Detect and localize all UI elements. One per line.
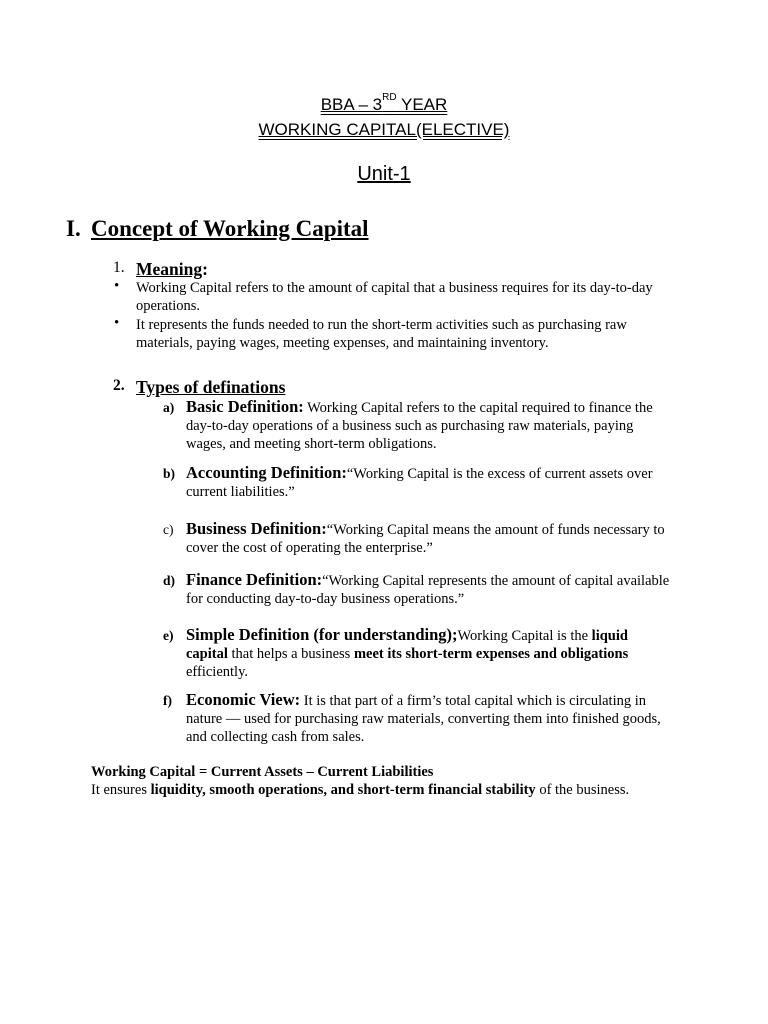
section-numeral: I. <box>66 216 81 241</box>
definition-label: e) <box>163 628 174 643</box>
definition-item: Accounting Definition:“Working Capital is the excess of current assets over current liabilities.” <box>186 463 653 500</box>
section-title: Concept of Working Capital <box>91 216 369 241</box>
meaning-bullet: It represents the funds needed to run the short-term activities such as purchasing raw materials, paying wages, meeting expenses, and maintaining inventory. <box>136 317 627 351</box>
definition-item: Economic View: It is that part of a firm’s total capital which is circulating in nature — used for purchasing raw materials, converting them into finished goods, and collecting cash from sales. <box>186 690 661 745</box>
definition-label: d) <box>163 573 176 588</box>
definition-label: c) <box>163 522 174 537</box>
definition-item: Finance Definition:“Working Capital represents the amount of capital available for conducting day-to-day business operations.” <box>186 570 670 607</box>
subject-title: WORKING CAPITAL(ELECTIVE) <box>258 120 510 139</box>
definition-label: a) <box>163 400 175 415</box>
types-number: 2. <box>113 377 125 394</box>
ensures-line: It ensures liquidity, smooth operations, and short-term financial stability of the business. <box>91 782 630 798</box>
meaning-bullet: Working Capital refers to the amount of capital that a business requires for its day-to-day operations. <box>136 280 653 314</box>
bullet-dot: • <box>114 315 120 331</box>
types-heading: Types of definations <box>136 377 286 397</box>
formula-line: Working Capital = Current Assets – Current Liabilities <box>91 764 434 780</box>
definition-item: Business Definition:“Working Capital means the amount of funds necessary to cover the cost of operating the enterprise.” <box>186 519 665 556</box>
definition-label: f) <box>163 693 172 708</box>
bullet-dot: • <box>114 278 120 294</box>
definition-item: Simple Definition (for understanding);Working Capital is the liquid capital that helps a business meet its short-term expenses and obligations efficiently. <box>186 625 629 680</box>
definition-item: Basic Definition: Working Capital refers to the capital required to finance the day-to-day operations of a business such as purchasing raw materials, paying wages, and meeting short-term obligations. <box>186 397 653 452</box>
unit-title: Unit-1 <box>357 163 411 185</box>
course-title: BBA – 3RD YEAR <box>320 92 448 114</box>
meaning-heading: Meaning: <box>136 259 208 279</box>
definition-label: b) <box>163 466 176 481</box>
meaning-number: 1. <box>113 259 125 276</box>
